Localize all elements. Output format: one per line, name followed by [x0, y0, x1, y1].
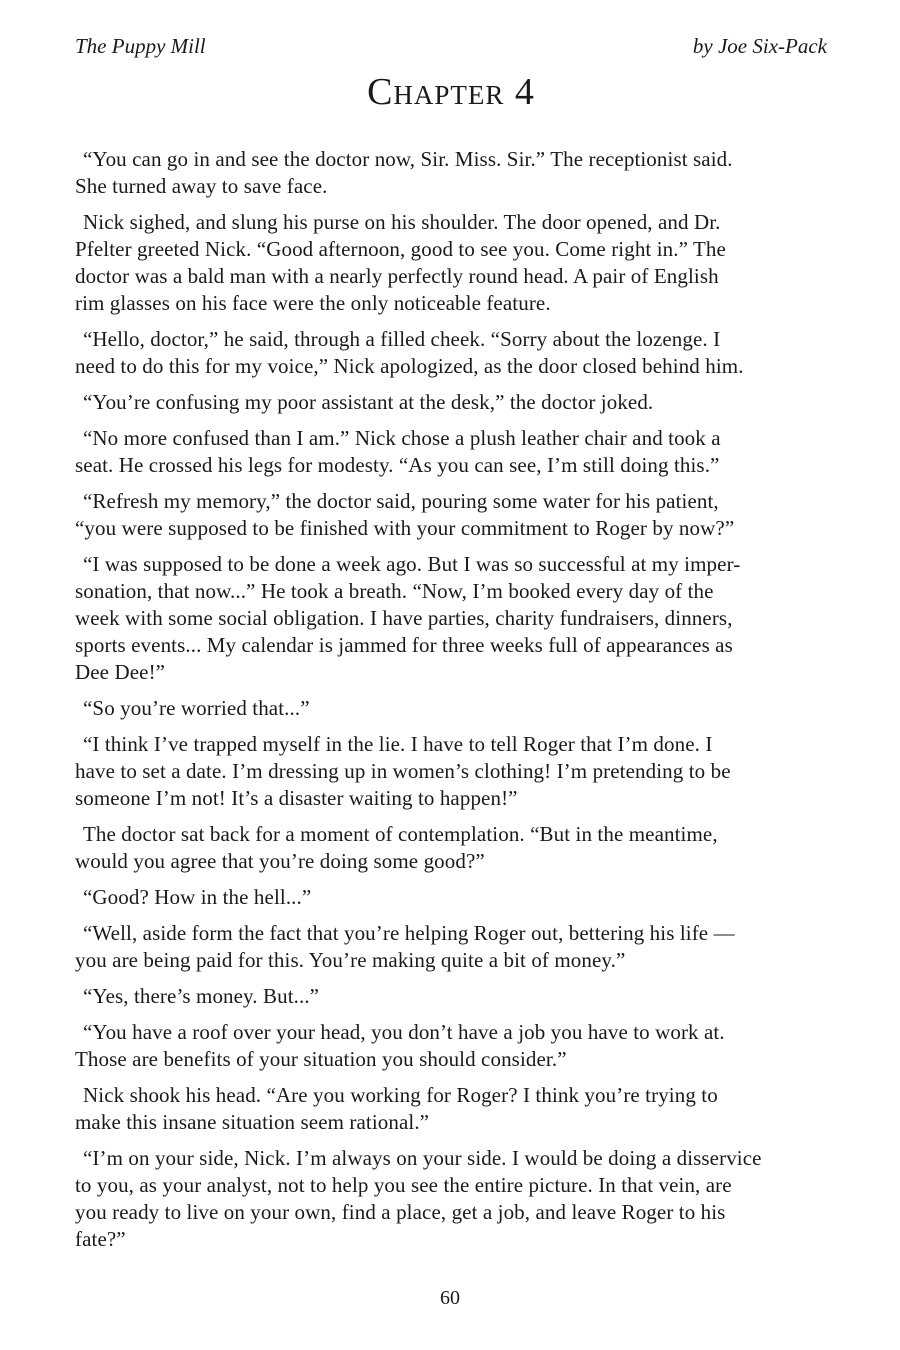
- paragraph: [75, 488, 827, 542]
- page-body: [75, 146, 827, 1253]
- text-line: “I was supposed to be done a week ago. But I was so successful at my imper-: [83, 552, 741, 576]
- text-line: week with some social obligation. I have parties, charity fundraisers, dinners,: [75, 606, 733, 630]
- book-title: The Puppy Mill: [75, 34, 206, 58]
- text-line: “Good? How in the hell...”: [83, 885, 312, 909]
- text-line: “you were supposed to be finished with your commitment to Roger by now?”: [75, 516, 735, 540]
- text-line: “I think I’ve trapped myself in the lie. I have to tell Roger that I’m done. I: [83, 732, 713, 756]
- text-line: “You’re confusing my poor assistant at the desk,” the doctor joked.: [83, 390, 654, 414]
- text-line: sonation, that now...” He took a breath. “Now, I’m booked every day of the: [75, 579, 714, 603]
- text-line: Nick sighed, and slung his purse on his shoulder. The door opened, and Dr.: [83, 210, 721, 234]
- text-line: sports events... My calendar is jammed for three weeks full of appearances as: [75, 633, 733, 657]
- paragraph: [75, 551, 827, 686]
- paragraph: [75, 389, 827, 416]
- paragraph: [75, 326, 827, 380]
- author-credit: by Joe Six-Pack: [692, 34, 827, 58]
- paragraph: [75, 146, 827, 200]
- page-number: 60: [440, 1287, 460, 1309]
- text-line: “Refresh my memory,” the doctor said, pouring some water for his patient,: [83, 489, 719, 513]
- paragraph: [75, 695, 827, 722]
- text-line: “You can go in and see the doctor now, Sir. Miss. Sir.” The receptionist said.: [83, 147, 733, 171]
- paragraph: [75, 1145, 827, 1253]
- text-line: “Yes, there’s money. But...”: [83, 984, 320, 1008]
- text-line: Dee Dee!”: [75, 660, 166, 684]
- text-line: rim glasses on his face were the only noticeable feature.: [75, 291, 551, 315]
- paragraph: [75, 209, 827, 317]
- text-line: seat. He crossed his legs for modesty. “As you can see, I’m still doing this.”: [75, 453, 720, 477]
- text-line: Nick shook his head. “Are you working for Roger? I think you’re trying to: [83, 1083, 718, 1107]
- paragraph: [75, 884, 827, 911]
- text-line: need to do this for my voice,” Nick apologized, as the door closed behind him.: [75, 354, 744, 378]
- text-line: would you agree that you’re doing some good?”: [75, 849, 485, 873]
- text-line: fate?”: [75, 1227, 126, 1251]
- text-line: The doctor sat back for a moment of contemplation. “But in the meantime,: [83, 822, 718, 846]
- paragraph: [75, 425, 827, 479]
- paragraph: [75, 1082, 827, 1136]
- paragraph: [75, 1019, 827, 1073]
- paragraph: [75, 731, 827, 812]
- text-line: someone I’m not! It’s a disaster waiting to happen!”: [75, 786, 518, 810]
- text-line: “Well, aside form the fact that you’re helping Roger out, bettering his life —: [83, 921, 735, 945]
- text-line: Pfelter greeted Nick. “Good afternoon, good to see you. Come right in.” The: [75, 237, 726, 261]
- text-line: to you, as your analyst, not to help you see the entire picture. In that vein, are: [75, 1173, 732, 1197]
- paragraph: [75, 920, 827, 974]
- text-line: “Hello, doctor,” he said, through a filled cheek. “Sorry about the lozenge. I: [83, 327, 721, 351]
- page-footer: [0, 1287, 900, 1310]
- paragraph: [75, 821, 827, 875]
- text-line: have to set a date. I’m dressing up in women’s clothing! I’m pretending to be: [75, 759, 731, 783]
- text-line: make this insane situation seem rational.”: [75, 1110, 430, 1134]
- text-line: “No more confused than I am.” Nick chose a plush leather chair and took a: [83, 426, 721, 450]
- text-line: She turned away to save face.: [75, 174, 328, 198]
- text-line: “You have a roof over your head, you don’t have a job you have to work at.: [83, 1020, 725, 1044]
- chapter-title: Chapter 4: [367, 71, 535, 113]
- text-line: Those are benefits of your situation you should consider.”: [75, 1047, 567, 1071]
- text-line: you ready to live on your own, find a place, get a job, and leave Roger to his: [75, 1200, 726, 1224]
- paragraph: [75, 983, 827, 1010]
- running-header: [75, 34, 827, 58]
- text-line: “I’m on your side, Nick. I’m always on your side. I would be doing a disservice: [83, 1146, 762, 1170]
- text-line: you are being paid for this. You’re making quite a bit of money.”: [75, 948, 626, 972]
- text-line: “So you’re worried that...”: [83, 696, 310, 720]
- text-line: doctor was a bald man with a nearly perfectly round head. A pair of English: [75, 264, 719, 288]
